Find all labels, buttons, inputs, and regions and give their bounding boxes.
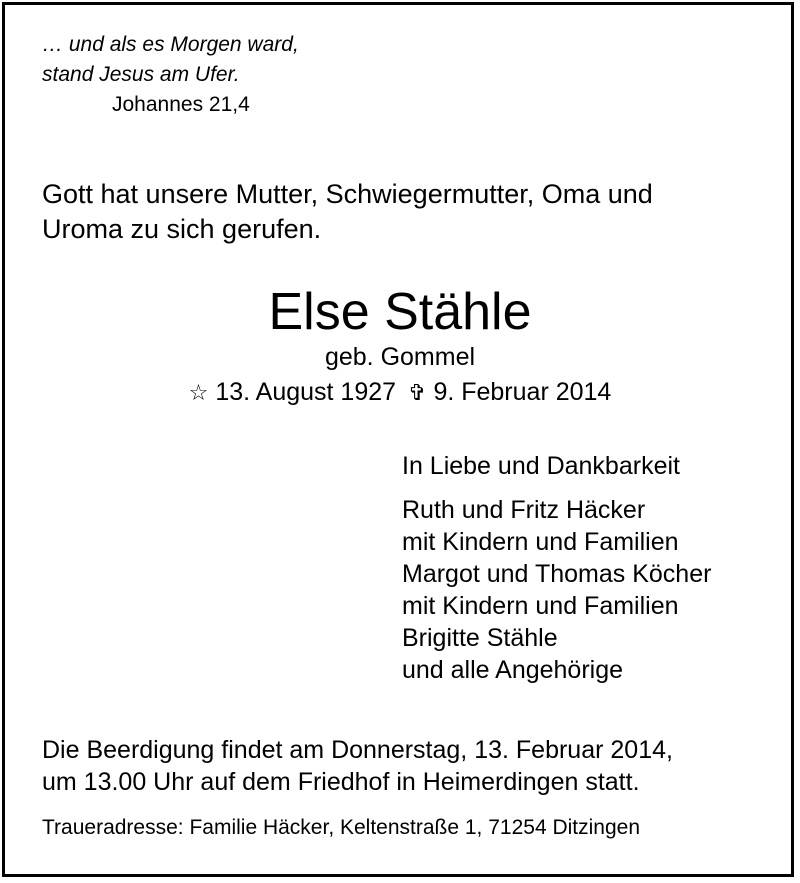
birth-star-icon: ☆ (188, 381, 209, 406)
mourner-line: Brigitte Stähle (402, 624, 558, 652)
maiden-name: geb. Gommel (324, 343, 476, 371)
intro-line-2: Uroma zu sich gerufen. (42, 214, 322, 244)
verse-line-2: stand Jesus am Ufer. (42, 63, 240, 86)
mourner-line: mit Kindern und Familien (402, 528, 679, 556)
mourners-heading: In Liebe und Dankbarkeit (402, 452, 680, 480)
verse-reference: Johannes 21,4 (112, 93, 250, 116)
verse-line-1: … und als es Morgen ward, (42, 33, 299, 56)
life-dates (0, 376, 800, 410)
death-cross-icon: ✞ (408, 381, 427, 406)
mourning-address: Traueradresse: Familie Häcker, Keltenstraße 1, 71254 Ditzingen (42, 816, 641, 839)
mourner-line: Ruth und Fritz Häcker (402, 496, 646, 524)
birth-date: 13. August 1927 (215, 378, 397, 406)
mourner-line: Margot und Thomas Köcher (402, 560, 712, 588)
funeral-line-1: Die Beerdigung findet am Donnerstag, 13. Februar 2014, (42, 736, 673, 764)
death-date: 9. Februar 2014 (433, 378, 612, 406)
mourner-line: und alle Angehörige (402, 656, 624, 684)
deceased-name: Else Stähle (268, 283, 532, 341)
mourner-line: mit Kindern und Familien (402, 592, 679, 620)
intro-line-1: Gott hat unsere Mutter, Schwiegermutter, Oma und (42, 179, 653, 209)
funeral-line-2: um 13.00 Uhr auf dem Friedhof in Heimerdingen statt. (42, 768, 640, 796)
